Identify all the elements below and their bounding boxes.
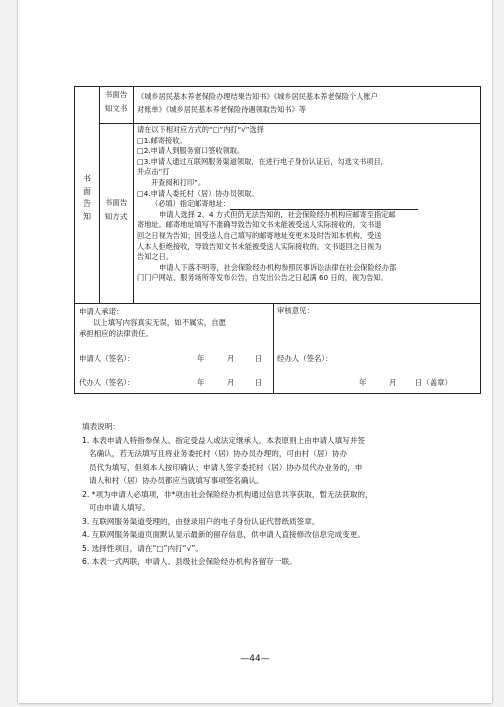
applicant-commitment: 申请人承诺： 以上填写内容真实无误，如不属实，自愿 承担相应的法律责任。	[79, 306, 271, 339]
form-table: 书 面 告 知 书面告 知文书 《城乡居民基本养老保险办理结果告知书》《城乡居民基本养老保险个人账户 对账单》《城乡居民基本养老保险待遇领取告知书》等 书面告 知方式 请在以下相对应方式的“□”内打“√”选择 □1.邮寄接收。 □2.申请人到服务窗口签收领取。 □3.申请人通过互联网服务渠道领取，在进行电子身份认证后，勾选文书项目， 并点击“打 开查阅和打印”。 □4.申请人委托村（居）协办员领取。 （必填）指定邮寄地址： 申请人选择 2、4 方式但仍无法告知的，社会保险经办机构应邮寄至指定邮 寄地址。邮寄地址填写不准确导致告知文书未能被受送人实际接收的，文书退 回之日视为告知；因受送人自己填写的邮寄地址变更未及时告知本机构、受送 人本人拒绝接收，导致告知文书未能被受送人实际接收的，文书退回之日视为 告知之日。 申请人下落不明等，社会保险经办机构参照民事诉讼法律在社会保险经办部 门门户网站、服务场所等发布公告，自发出公告之日起满 60 日的，视为告知。 申请人承诺： 以上填写内容真实无误，如不属实，自愿 承担相应的法律责任。 申请人（签名）： 年 月 日 代办人（签名）： 年 月 日 审核意见： 经办人（签名）： 年 月 日（盖章）	[74, 86, 481, 394]
side-label: 书 面 告 知	[83, 174, 91, 221]
applicant-signature-line[interactable]: 申请人（签名）： 年 月 日	[79, 354, 263, 363]
document-page	[18, 0, 492, 703]
notes-title: 填表说明：	[82, 422, 120, 431]
option-window[interactable]: □2.申请人到服务窗口签收领取。	[137, 146, 245, 156]
page-number: —44—	[240, 654, 270, 664]
mailing-address-field[interactable]: （必填）指定邮寄地址：	[137, 199, 479, 210]
option-coordinator[interactable]: □4.申请人委托村（居）协办员领取。	[137, 188, 259, 198]
review-opinion[interactable]: 审核意见：	[277, 306, 314, 315]
agent-signature-line[interactable]: 代办人（签名）： 年 月 日	[79, 378, 263, 387]
method-options: 请在以下相对应方式的“□”内打“√”选择 □1.邮寄接收。 □2.申请人到服务窗口签收领取。 □3.申请人通过互联网服务渠道领取，在进行电子身份认证后，勾选文书项目， 并点击“打 开查阅和打印”。 □4.申请人委托村（居）协办员领取。 （必填）指定邮寄地址： 申请人选择 2、4 方式但仍无法告知的，社会保险经办机构应邮寄至指定邮 寄地址。邮寄地址填写不准确导致告知文书未能被受送人实际接收的，文书退 回之日视为告知；因受送人自己填写的邮寄地址变更未及时告知本机构、受送 人本人拒绝接收，导致告知文书未能被受送人实际接收的，文书退回之日视为 告知之日。 申请人下落不明等，社会保险经办机构参照民事诉讼法律在社会保险经办部 门门户网站、服务场所等发布公告，自发出公告之日起满 60 日的，视为告知。	[137, 125, 479, 284]
handler-signature-line[interactable]: 经办人（签名）：	[277, 354, 333, 363]
filling-instructions: 填表说明： 1. 本表申请人特指参保人、指定受益人或法定继承人。本表原则上由申请人填写并签 名确认，若无法填写且将业务委托村（居）协办员办理的，可由村（居）协办 员代为填写，但须本人按印确认；申请人签字委托村（居）协办员代办业务的，申 请人和村（居）协办员都应当就填写事项签名确认。 2. *项为申请人必填项，非*项由社会保险经办机构通过信息共享获取，暂无法获取的， 可由申请人填写。 3. 互联网服务渠道受理的，由登录用户的电子身份认证代替纸质签章。 4. 互联网服务渠道页面默认显示最新的留存信息，供申请人直接修改信息完成变更。 5. 选择性项目，请在“□”内打“√”。 6. 本表一式两联，申请人、县级社会保险经办机构各留存一联。	[82, 420, 492, 569]
option-mail[interactable]: □1.邮寄接收。	[137, 135, 187, 145]
commit-title: 申请人承诺：	[79, 307, 124, 316]
doc-list: 《城乡居民基本养老保险办理结果告知书》《城乡居民基本养老保险个人账户 对账单》《城乡居民基本养老保险待遇领取告知书》等	[137, 92, 378, 114]
method-instruction: 请在以下相对应方式的“□”内打“√”选择	[137, 125, 264, 134]
option-online[interactable]: □3.申请人通过互联网服务渠道领取，在进行电子身份认证后，勾选文书项目，	[137, 156, 388, 166]
